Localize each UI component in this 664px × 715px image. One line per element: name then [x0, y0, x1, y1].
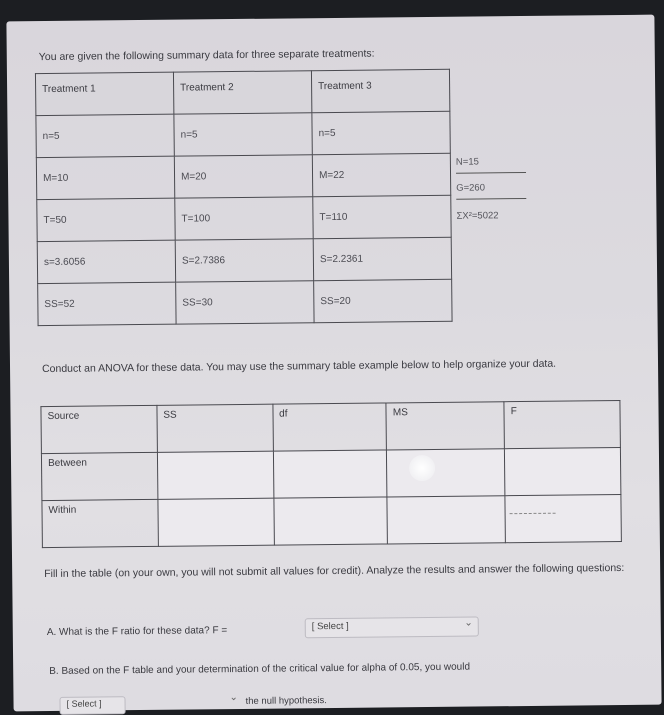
f-ratio-select[interactable]: [305, 616, 479, 638]
header-source: Source: [41, 405, 157, 453]
between-f-cell[interactable]: [505, 448, 621, 496]
anova-row-within: [42, 495, 621, 548]
cell-t-1: T=50: [37, 198, 175, 241]
cell-ss-1: SS=52: [38, 282, 176, 325]
within-ms-cell[interactable]: [387, 496, 505, 544]
header-df: df: [273, 403, 387, 451]
cell-n-3: n=5: [312, 111, 450, 154]
intro-text: You are given the following summary data for three separate treatments:: [38, 47, 375, 64]
cell-m-3: M=22: [312, 153, 450, 196]
chevron-down-icon[interactable]: ⌄: [229, 692, 238, 704]
between-ss-cell[interactable]: [157, 451, 273, 499]
table-row: [37, 195, 451, 241]
row-label-within: Within: [42, 499, 158, 547]
table-row: [36, 153, 450, 199]
f-ratio-select-label: [ Select ]: [311, 620, 349, 633]
cell-s-1: s=3.6056: [37, 240, 175, 283]
treatments-header-row: [35, 69, 449, 115]
header-treatment-2: Treatment 2: [173, 71, 311, 114]
within-df-cell[interactable]: [274, 497, 388, 545]
header-treatment-3: Treatment 3: [311, 69, 449, 112]
between-df-cell[interactable]: [273, 450, 387, 498]
cell-n-2: n=5: [174, 113, 312, 156]
within-ss-cell[interactable]: [158, 498, 274, 546]
between-ms-cell[interactable]: [387, 449, 505, 497]
anova-header-row: [41, 401, 620, 454]
table-row: [36, 111, 450, 157]
row-label-between: Between: [41, 452, 157, 500]
worksheet: [6, 15, 661, 712]
cell-t-2: T=100: [175, 197, 313, 240]
decision-select-label: [ Select ]: [66, 698, 102, 709]
cell-ss-3: SS=20: [314, 279, 452, 322]
header-ss: SS: [157, 404, 273, 452]
cell-n-1: n=5: [36, 114, 174, 157]
cell-m-2: M=20: [174, 155, 312, 198]
chevron-down-icon: ⌄: [464, 617, 473, 629]
header-ms: MS: [386, 402, 504, 450]
cell-s-3: S=2.2361: [313, 237, 451, 280]
anova-table: [40, 400, 621, 548]
header-f: F: [504, 401, 620, 449]
treatments-table: [35, 69, 453, 326]
cell-m-1: M=10: [36, 156, 174, 199]
cell-t-3: T=110: [313, 195, 451, 238]
screen-glare: [409, 455, 435, 481]
table-row: [38, 279, 452, 325]
cell-s-2: S=2.7386: [175, 239, 313, 282]
grand-total: G=260: [456, 182, 486, 194]
header-treatment-1: Treatment 1: [35, 72, 173, 115]
instruction-text: Conduct an ANOVA for these data. You may use the summary table example below to help organize your data.: [41, 357, 557, 376]
cell-ss-2: SS=30: [176, 281, 314, 324]
total-n: N=15: [455, 156, 479, 168]
question-a-text: A. What is the F ratio for these data? F =: [46, 625, 228, 639]
within-f-cell[interactable]: [505, 495, 621, 543]
question-b-text: B. Based on the F table and your determination of the critical value for alpha of 0.05, you would: [49, 661, 471, 677]
table-row: [37, 237, 451, 283]
anova-row-between: [41, 448, 620, 501]
sum-x-squared: ΣX²=5022: [456, 210, 499, 222]
null-hypothesis-text: the null hypothesis.: [245, 695, 327, 707]
decision-select[interactable]: [59, 696, 125, 715]
fill-in-text: Fill in the table (on your own, you will not submit all values for credit). Analyze the results and answer the following questions:: [44, 561, 625, 581]
